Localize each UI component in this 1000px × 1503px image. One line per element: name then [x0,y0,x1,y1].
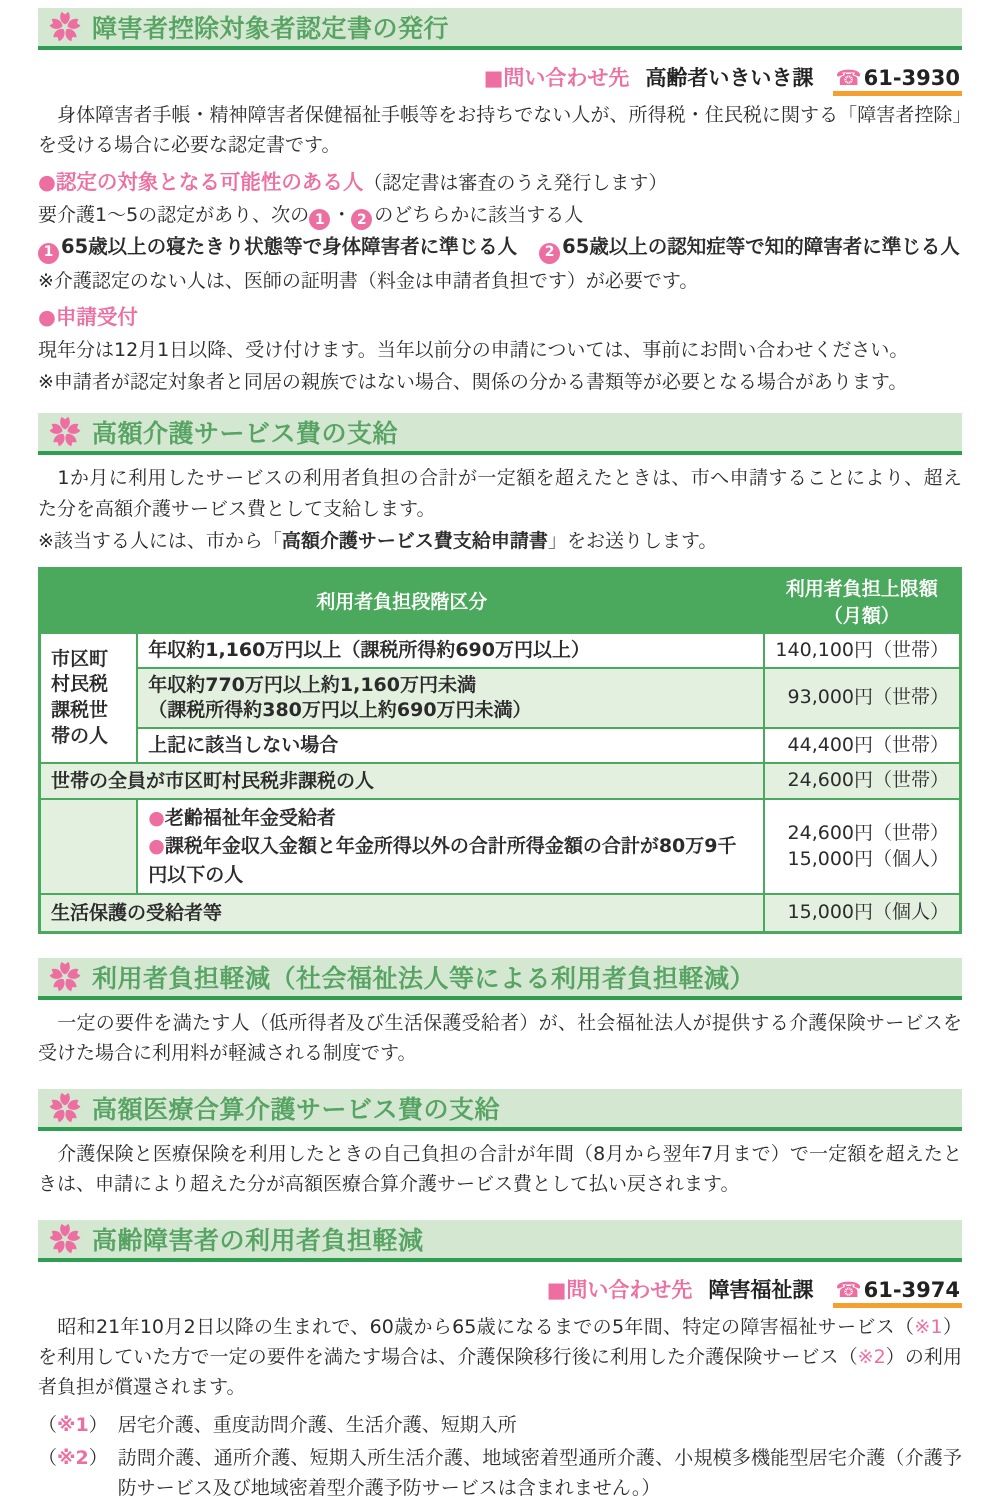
table-row [40,668,961,727]
note-relative-documents: ※申請者が認定対象者と同居の親族ではない場合、関係の分かる書類等が必要となる場合があります。 [38,371,908,394]
row-label-line1: 年収約770万円以上約1,160万円未満 [148,674,476,697]
footnote-marker [38,1411,108,1440]
sakura-icon [48,1091,82,1125]
row-value: 15,000円（個人） [764,894,961,932]
condition-pre: 要介護1～5の認定があり、次の [38,203,310,226]
sakura-icon [48,10,82,44]
contact-department: 高齢者いきいき課 [645,66,814,90]
phone-icon: ☎ [835,66,862,90]
phone-number: 61-3930 [863,66,960,90]
table-row [40,633,961,669]
paren-open: （ [38,1413,58,1436]
row-label: 年収約1,160万円以上（課税所得約690万円以上） [137,633,763,669]
row-value: 93,000円（世帯） [764,668,961,727]
contact-label: ■問い合わせ先 [483,66,630,90]
table-row [40,763,961,799]
footnote-ref-1: ※1 [914,1315,943,1338]
body-segment: 昭和21年10月2日以降の生まれで、60歳から65歳になるまでの5年間、特定の障害福祉サービス（ [38,1315,915,1338]
subheading-eligible [38,167,962,198]
table-header-row [40,568,961,633]
row-value-line1: 24,600円（世帯） [787,822,949,845]
application-period-text: 現年分は12月1日以降、受け付けます。当年以前分の申請については、事前にお問い合わせください。 [38,338,909,361]
section-title: 高額介護サービス費の支給 [92,419,399,449]
row-value: 44,400円（世帯） [764,728,961,764]
footnote-ref-2: ※2 [857,1345,886,1368]
table-row [40,799,961,895]
group-label-taxed-household: 市区町村民税課税世帯の人 [40,633,138,764]
note-post: 」をお送りします。 [547,530,718,553]
section-header-futan-keigen [38,958,962,1000]
column-header-limit: 利用者負担上限額（月額） [764,568,961,633]
condition-post: のどちらかに該当する人 [374,203,584,226]
section-title: 障害者控除対象者認定書の発行 [92,14,450,43]
phone-link [833,1278,962,1308]
table-row [40,728,961,764]
contact-department: 障害福祉課 [708,1277,814,1302]
condition-separator: ・ [332,203,352,226]
eligibility-item-1: 65歳以上の寝たきり状態等で身体障害者に準じる人 [61,235,518,259]
row-value: 140,100円（世帯） [764,633,961,669]
paren-close: ） [88,1413,108,1436]
footnote-number: ※2 [57,1447,89,1470]
footnote-text: 居宅介護、重度訪問介護、生活介護、短期入所 [117,1413,517,1436]
subheading-application: ●申請受付 [38,304,138,329]
circled-number-1-icon: 1 [38,243,59,264]
body-segment: ）を利用していた方で一定の要件を満たす場合は、介護保険移行後に利用した介護保険サービス（ [38,1315,962,1368]
bullet-icon: ● [148,806,165,829]
pension-item-2: 課税年金収入金額と年金所得以外の合計所得金額の合計が80万9千円以下の人 [148,835,737,886]
circled-number-2-icon: 2 [351,209,372,230]
row-label-tax-exempt: 世帯の全員が市区町村民税非課税の人 [40,763,764,799]
application-form-note [38,526,962,556]
intro-paragraph: 身体障害者手帳・精神障害者保健福祉手帳等をお持ちでない人が、所得税・住民税に関する「障害者控除」を受ける場合に必要な認定書です。 [38,104,962,157]
subheading-note: （認定書は審査のうえ発行します） [363,171,668,194]
paren-open: （ [38,1447,58,1470]
row-label-pension [137,799,763,895]
eligibility-item-2: 65歳以上の認知症等で知的障害者に準じる人 [562,235,960,259]
circled-number-1-icon: 1 [309,209,330,230]
row-value [764,799,961,895]
paren-close: ） [88,1447,108,1470]
phone-icon: ☎ [835,1277,862,1302]
footnote-number: ※1 [57,1413,89,1436]
condition-line [38,200,962,231]
pension-item-1: 老齢福祉年金受給者 [164,806,336,829]
footnote-marker [38,1444,108,1503]
section-header-certificate [38,8,962,50]
kogaku-intro-paragraph: 1か月に利用したサービスの利用者負担の合計が一定額を超えたときは、市へ申請することにより、超えた分を高額介護サービス費として支給します。 [38,467,962,520]
row-value-line2: 15,000円（個人） [787,847,949,870]
empty-indent-cell [40,799,138,895]
note-pre: ※該当する人には、市から「 [38,530,282,553]
futan-keigen-paragraph: 一定の要件を満たす人（低所得者及び生活保護受給者）が、社会福祉法人が提供する介護保険サービスを受けた場合に利用料が軽減される制度です。 [38,1011,962,1065]
circled-number-2-icon: 2 [539,243,560,264]
footnote-2 [38,1444,962,1503]
phone-link [833,66,962,96]
row-label: 上記に該当しない場合 [137,728,763,764]
copayment-limit-table [38,567,962,934]
sakura-icon [48,960,82,994]
gassan-paragraph: 介護保険と医療保険を利用したときの自己負担の合計が年間（8月から翌年7月まで）で一定額を超えたときは、申請により超えた分が高額医療合算介護サービス費として払い戻されます。 [38,1142,962,1196]
application-form-name: 高額介護サービス費支給申請書 [281,530,548,553]
body-segment: ）の利用者負担が償還されます。 [38,1345,962,1399]
row-label [137,668,763,727]
korei-paragraph [38,1312,962,1403]
sakura-icon [48,1222,82,1256]
subheading-label: ●認定の対象となる可能性のある人 [38,169,364,194]
contact-line [38,1274,962,1308]
section-title: 利用者負担軽減（社会福祉法人等による利用者負担軽減） [92,963,756,993]
note-doctor-certificate: ※介護認定のない人は、医師の証明書（料金は申請者負担です）が必要です。 [38,269,699,292]
phone-number: 61-3974 [863,1277,960,1302]
section-header-gassan [38,1089,962,1131]
bullet-icon: ● [148,835,165,858]
section-title: 高齢障害者の利用者負担軽減 [92,1225,424,1255]
footnote-1 [38,1411,962,1440]
contact-line [38,62,962,96]
row-label-line2: （課税所得約380万円以上約690万円未満） [148,698,532,721]
column-header-category: 利用者負担段階区分 [40,568,764,633]
row-label-welfare: 生活保護の受給者等 [40,894,764,932]
contact-label: ■問い合わせ先 [546,1277,693,1302]
sakura-icon [48,415,82,449]
table-row [40,894,961,932]
eligibility-items [38,232,962,263]
section-header-kogaku-kaigo [38,413,962,455]
section-title: 高額医療合算介護サービス費の支給 [92,1094,501,1124]
row-value: 24,600円（世帯） [764,763,961,799]
footnote-text: 訪問介護、通所介護、短期入所生活介護、地域密着型通所介護、小規模多機能型居宅介護（介護予防サービス及び地域密着型介護予防サービスは含まれません。） [117,1447,962,1499]
section-header-korei-shogaisha [38,1220,962,1262]
